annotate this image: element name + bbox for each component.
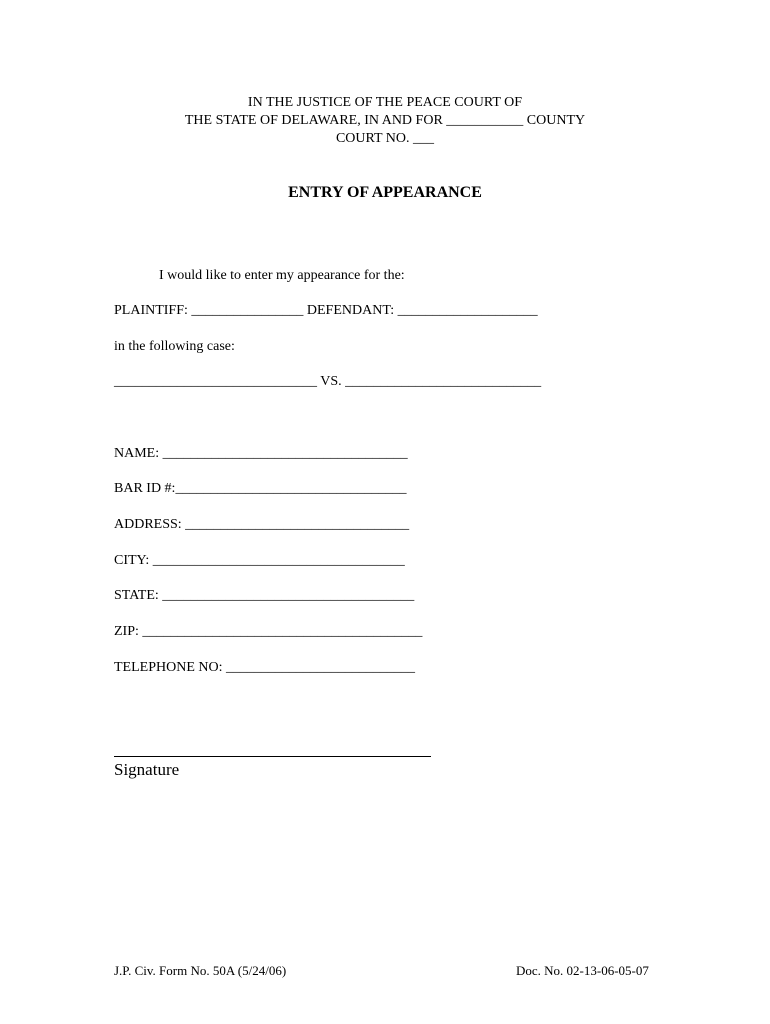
- party-selection-line: PLAINTIFF: ________________ DEFENDANT: ____________________: [114, 303, 538, 318]
- court-header-line-3: COURT NO. ___: [335, 131, 435, 146]
- telephone-field: TELEPHONE NO: ___________________________: [114, 660, 415, 675]
- signature-label: Signature: [114, 760, 180, 779]
- case-caption-line: _____________________________ VS. ____________________________: [114, 374, 542, 389]
- case-intro-text: in the following case:: [114, 339, 235, 354]
- court-header-line-2: THE STATE OF DELAWARE, IN AND FOR ___________ COUNTY: [184, 113, 586, 128]
- signature-line: [114, 756, 431, 757]
- city-field: CITY: ____________________________________: [114, 553, 405, 568]
- zip-field: ZIP: ________________________________________: [114, 624, 423, 639]
- address-field: ADDRESS: ________________________________: [114, 517, 410, 532]
- page-title: ENTRY OF APPEARANCE: [288, 184, 482, 201]
- document-number: Doc. No. 02-13-06-05-07: [516, 963, 649, 978]
- intro-text: I would like to enter my appearance for the:: [159, 268, 405, 283]
- name-field: NAME: ___________________________________: [114, 446, 408, 461]
- bar-id-field: BAR ID #:_________________________________: [114, 481, 407, 496]
- state-field: STATE: ____________________________________: [114, 588, 415, 603]
- form-number: J.P. Civ. Form No. 50A (5/24/06): [114, 963, 287, 978]
- court-header-line-1: IN THE JUSTICE OF THE PEACE COURT OF: [247, 95, 523, 110]
